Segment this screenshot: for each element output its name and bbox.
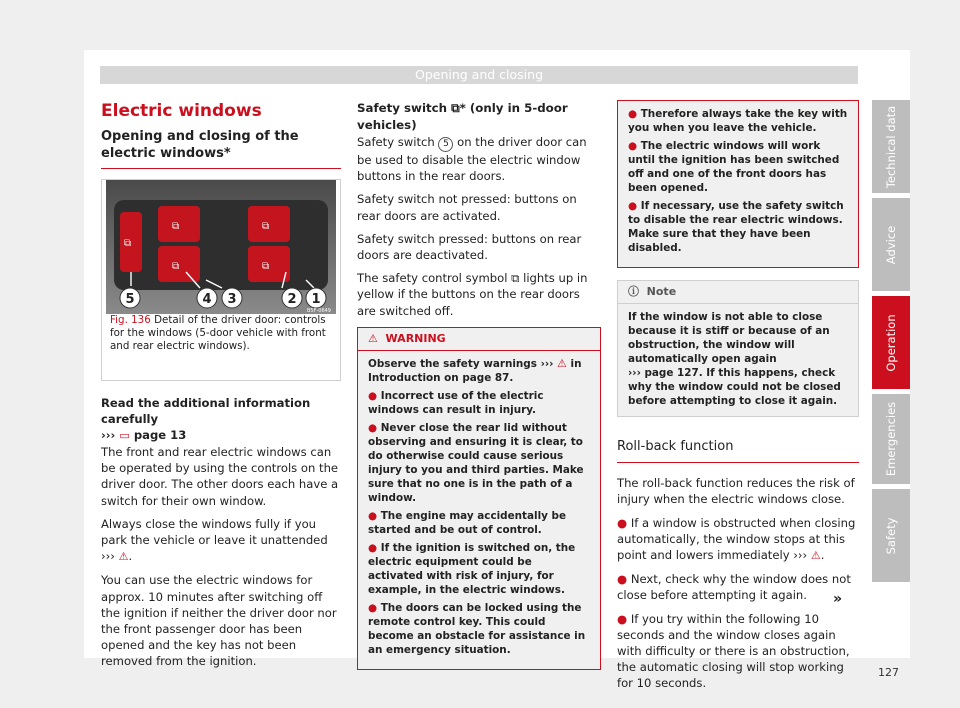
figure-caption: Fig. 136 Detail of the driver door: controls for the windows (5-door vehicle with front and rear electric windows). [110,314,326,352]
door-controls-figure [106,180,336,314]
paragraph: Safety switch pressed: buttons on rear doors are deactivated. [357,231,582,263]
svg-text:⧉: ⧉ [172,221,180,232]
warning-icon: ⚠ [557,356,567,370]
figure-label: Fig. 136 [110,314,151,326]
svg-text:⧉: ⧉ [262,221,270,232]
callout-ref: 5 [438,137,453,152]
paragraph: The roll-back function reduces the risk of injury when the electric windows close. [617,476,855,507]
warning-item: ● Incorrect use of the electric windows can result in injury. [368,389,544,416]
tab-advice[interactable]: Advice [872,198,910,291]
subtitle: Opening and closing of the electric windows* [101,129,299,161]
warning-box-continued [617,100,859,268]
svg-text:⧉: ⧉ [172,261,180,272]
warning-header: ⚠ WARNING [358,328,600,351]
column-3 [617,100,859,699]
page-title: Electric windows [101,101,262,121]
warning-item: ● The electric windows will work until the ignition has been switched off and one of the front doors has been opened. [628,140,840,194]
note-header: ⓘ Note [618,281,858,304]
paragraph: You can use the electric windows for approx. 10 minutes after switching off the ignition if neither the driver door nor the front passenger door has been opened and the key has not been removed from the ignition. [101,573,337,669]
warning-item: ● If necessary, use the safety switch to disable the rear electric windows. Make sure that they have been disabled. [628,200,844,254]
safety-switch-icon: ⧉ [451,101,460,115]
svg-text:⧉: ⧉ [262,261,270,272]
warning-body [618,101,858,267]
column-2 [357,100,601,670]
paragraph: Always close the windows fully if you park the vehicle or leave it unattended ››› ⚠. [101,516,328,564]
tab-emergencies[interactable]: Emergencies [872,394,910,484]
list-item: ● If you try within the following 10 seconds and the window closes again with difficulty or there is an obstruction, the automatic closing will stop working for 10 seconds. [617,611,850,691]
warning-icon: ⚠ [810,549,821,563]
divider [101,168,341,169]
section-heading: Roll-back function [617,439,859,463]
figure-code: B5F-0649 [306,308,331,314]
figure-box [101,179,341,381]
warning-item: ● If the ignition is switched on, the electric equipment could be activated with risk of injury, for example, in the electric windows. [368,541,576,596]
read-more: Read the additional information carefully ››› ▭ page 13 [101,396,311,442]
note-body: If the window is not able to close because it is stiff or because of an obstruction, the window will automatically open again ››› page 127. If this happens, check why the window could not be closed before attempting to close it again. [628,311,841,407]
callout-5: 5 [125,292,135,307]
paragraph: The front and rear electric windows can be operated by using the controls on the driver door. The other doors each have a switch for their own window. [101,445,339,508]
warning-item: ● Never close the rear lid without observing and ensuring it is clear, to do otherwise could cause serious injury to you and third parties. Make sure that no one is in the path of a window. [368,421,584,504]
note-box [617,280,859,417]
callout-1: 1 [311,292,321,307]
section-heading: Safety switch ⧉* (only in 5-door vehicles) [357,101,568,132]
callout-2: 2 [287,292,297,307]
warning-box [357,327,601,670]
paragraph: The safety control symbol ⧉ lights up in yellow if the buttons on the rear doors are switched off. [357,271,588,318]
warning-intro: Observe the safety warnings ››› ⚠ in Introduction on page 87. [368,356,582,384]
page-number: 127 [878,666,899,679]
paragraph: Safety switch not pressed: buttons on rear doors are activated. [357,192,577,223]
tab-technical-data[interactable]: Technical data [872,100,910,193]
callout-4: 4 [202,292,212,307]
column-1 [101,100,341,677]
list-item: ● If a window is obstructed when closing automatically, the window stops at this point and lowers immediately ››› ⚠. [617,515,856,563]
tab-safety[interactable]: Safety [872,489,910,582]
list-item: ● Next, check why the window does not close before attempting it again. [617,572,851,603]
warning-item: ● The engine may accidentally be started and be out of control. [368,509,567,536]
tab-operation[interactable]: Operation [872,296,910,389]
warning-icon: ⚠ [118,550,129,564]
warning-item: ● Therefore always take the key with you when you leave the vehicle. [628,108,848,134]
warning-body [358,351,600,669]
info-icon: ⓘ [628,285,639,298]
paragraph: Safety switch 5 on the driver door can be used to disable the electric window buttons in the rear doors. [357,135,587,184]
book-icon: ▭ [119,429,130,442]
page-link[interactable]: page 13 [133,428,187,442]
running-header: Opening and closing [100,66,858,84]
callout-3: 3 [227,292,237,307]
warning-item: ● The doors can be locked using the remote control key. This could become an obstacle for assistance in an emergency situation. [368,601,586,656]
warning-icon: ⚠ [368,331,378,345]
safety-symbol-icon: ⧉ [511,271,520,286]
continue-arrow: » [833,591,843,607]
svg-text:⧉: ⧉ [124,238,132,249]
